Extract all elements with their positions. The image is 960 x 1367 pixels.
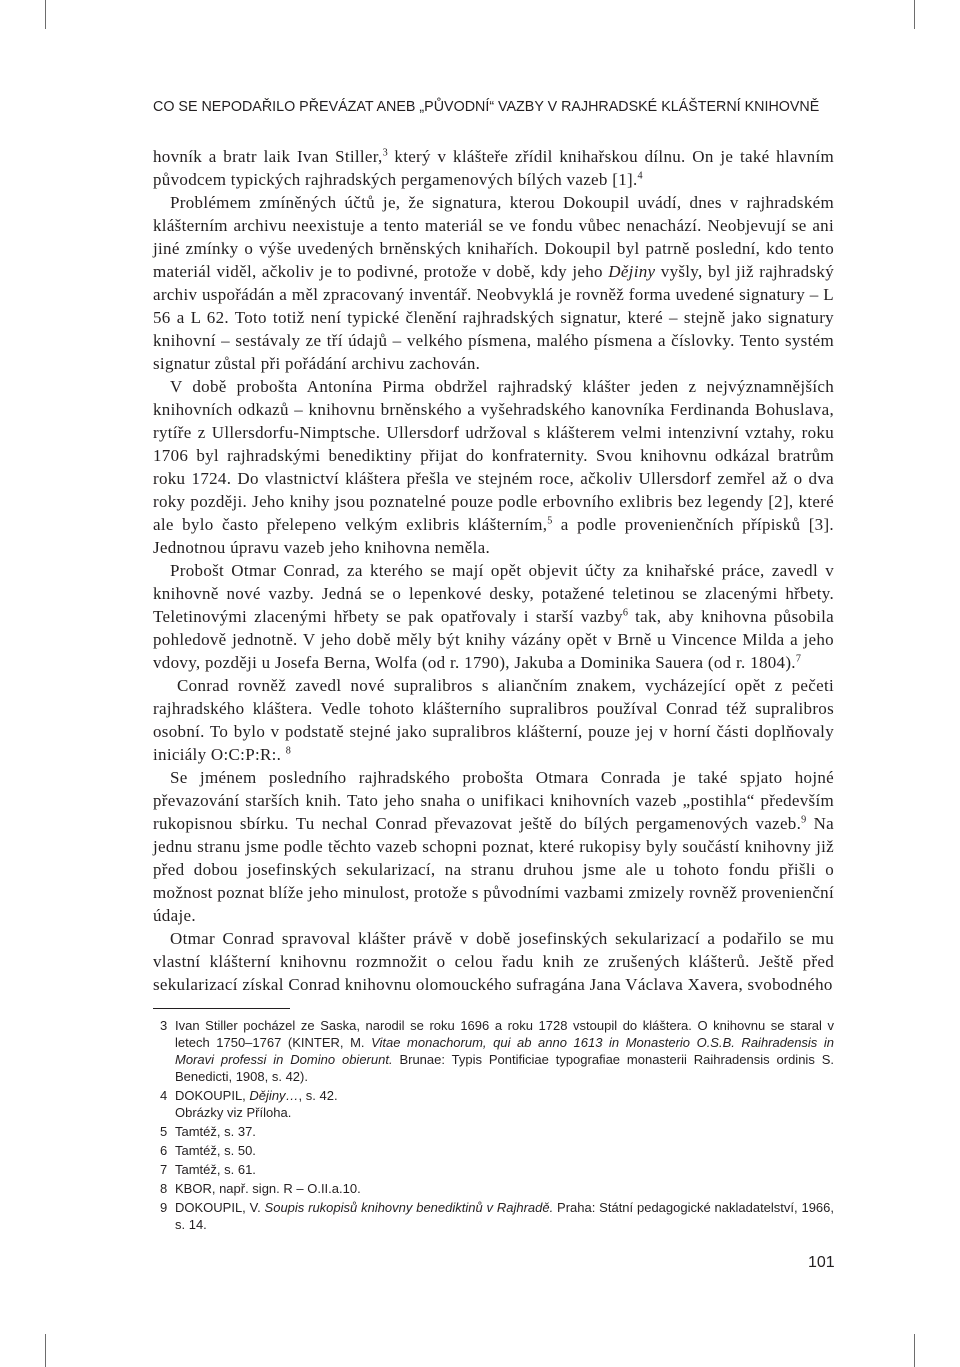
crop-mark-top-left — [45, 0, 46, 29]
footnote — [153, 1087, 834, 1121]
italic-title: Dějiny — [608, 262, 656, 281]
footnote-number: 9 — [160, 1200, 168, 1215]
text-run: Otmar Conrad spravoval klášter právě v době josefinských sekularizací a podařilo se mu vlastní klášterní knihovnu rozmnožit o celou řadu knih ze zrušených klášterů. Ještě před sekularizací získal Conrad knihovnu olomouckého sufragána Jana Václava Xavera, svobodného — [153, 929, 834, 994]
footnote-text: , s. 42. — [298, 1088, 338, 1103]
page-number: 101 — [808, 1254, 835, 1271]
footnote — [153, 1017, 834, 1085]
footnote — [153, 1180, 834, 1197]
paragraph — [153, 375, 834, 559]
footnote-number: 7 — [160, 1162, 168, 1177]
crop-mark-bottom-right — [914, 1334, 915, 1367]
footnote-text: Praha: Státní pedagogické nakladatelství, 1966, s. 14. — [175, 1200, 834, 1232]
paragraph — [153, 559, 834, 674]
footnote-text: DOKOUPIL, V. — [175, 1200, 265, 1215]
footnote-rule — [153, 1008, 290, 1009]
paragraph — [153, 927, 834, 996]
italic-title: Dějiny… — [249, 1088, 299, 1103]
footnote-ref: 7 — [795, 653, 801, 665]
footnote — [153, 1123, 834, 1140]
text-run: tak, aby knihovna působila pohledově jednotně. V jeho době měly být knihy vázány opět v Brně u Vincence Milda a jeho vdovy, později u Josefa Berna, Wolfa (od r. 1790), Jakuba a Dominika Sauera (od r. 1804). — [153, 607, 834, 672]
footnote-text-line2: Obrázky viz Příloha. — [175, 1105, 292, 1120]
text-run: hovník a bratr laik Ivan Stiller, — [153, 147, 383, 166]
footnote-number: 5 — [160, 1124, 168, 1139]
running-title: CO SE NEPODAŘILO PŘEVÁZAT ANEB „PŮVODNÍ“ VAZBY V RAJHRADSKÉ KLÁŠTERNÍ KNIHOVNĚ — [153, 99, 820, 115]
italic-title: Soupis rukopisů knihovny benediktinů v Rajhradě. — [264, 1200, 554, 1215]
footnote-text: DOKOUPIL, — [175, 1088, 250, 1103]
text-run: Conrad rovněž zavedl nové supralibros s aliančním znakem, vycházející opět z pečeti rajhradského kláštera. Vedle tohoto klášterního supralibros používal Conrad též supralibros osobní. To bylo v podstatě stejné jako supralibros klášterní, pouze jej v horní části doplňovaly iniciály O:C:P:R:. — [153, 676, 834, 764]
footnote-ref: 8 — [285, 745, 291, 757]
text-run: Problémem zmíněných účtů je, že signatura, kterou Dokoupil uvádí, dnes v rajhradském klášterním archivu neexistuje a tento materiál se ve fondu vůbec nenachází. Neobjevují se ani jiné zmínky o výše uvedených brněnských knihařích. Dokoupil byl patrně poslední, kdo tento materiál viděl, ačkoliv je to podivné, protože v době, kdy jeho — [153, 193, 834, 281]
footnote-ref: 9 — [801, 814, 807, 826]
footnote — [153, 1142, 834, 1159]
italic-title: Vitae monachorum, qui ab anno 1613 in Monasterio O.S.B. Raihradensis in Moravi professi in Domino obierunt. — [175, 1035, 834, 1067]
footnote-number: 8 — [160, 1181, 168, 1196]
footnote-ref: 6 — [622, 607, 628, 619]
text-run: a podle provenienčních přípisků [3]. Jednotnou úpravu vazeb jeho knihovna neměla. — [153, 515, 834, 557]
footnote-text: KBOR, např. sign. R – O.II.a.10. — [175, 1181, 361, 1196]
crop-mark-bottom-left — [45, 1334, 46, 1367]
footnote — [153, 1161, 834, 1178]
text-run: V době probošta Antonína Pirma obdržel rajhradský klášter jeden z nejvýznamnějších knihovních odkazů – knihovnu brněnského a vyšehradského kanovníka Ferdinanda Bohuslava, rytíře z Ullersdorfu-Nimptsche. Ullersdorf udržoval s klášterem velmi intenzivní vztahy, roku 1706 byl rajhradskými benediktiny přijat do konfraternity. Svou knihovnu odkázal bratrům roku 1724. Do vlastnictví kláštera přešla ve stejném roce, ačkoliv Ullersdorf zemřel až o dva roky později. Jeho knihy jsou poznatelné pouze podle erbovního exlibris bez legendy [2], které ale bylo často přelepeno velkým exlibris klášterním, — [153, 377, 834, 534]
footnote-text: Tamtéž, s. 61. — [175, 1162, 256, 1177]
footnote — [153, 1199, 834, 1233]
crop-mark-top-right — [914, 0, 915, 29]
text-run: Se jménem posledního rajhradského probošta Otmara Conrada je také spjato hojné převazování starších knih. Tato jeho snaha o unifikaci knihovních vazeb „postihla“ především rukopisnou sbírku. Tu nechal Conrad převazovat ještě do bílých pergamenových vazeb. — [153, 768, 834, 833]
text-run: Probošt Otmar Conrad, za kterého se mají opět objevit účty za knihařské práce, zavedl v knihovně nové vazby. Jedná se o lepenkové desky, potažené teletinou se zlacenými hřbety. Teletinovými zlacenými hřbety se pak opatřovaly i starší vazby — [153, 561, 834, 626]
paragraph — [153, 766, 834, 927]
footnote-text: Tamtéž, s. 50. — [175, 1143, 256, 1158]
paragraph — [153, 674, 834, 766]
page-content — [153, 145, 834, 1235]
text-run: který v klášteře zřídil knihařskou dílnu. On je také hlavním původcem typických rajhradských pergamenových bílých vazeb [1]. — [153, 147, 834, 189]
footnote-number: 3 — [160, 1018, 168, 1033]
paragraph — [153, 191, 834, 375]
footnote-text: Tamtéž, s. 37. — [175, 1124, 256, 1139]
footnote-number: 4 — [160, 1088, 168, 1103]
footnote-ref: 5 — [547, 515, 553, 527]
footnote-text: Ivan Stiller pocházel ze Saska, narodil se roku 1696 a roku 1728 vstoupil do kláštera. O knihovnu se staral v letech 1750–1767 (KINTER, M. — [175, 1018, 834, 1050]
footnote-ref: 4 — [637, 170, 643, 182]
footnote-text: Brunae: Typis Pontificiae typografiae monasterii Raihradensis ordinis S. Benedicti, 1908, s. 42). — [175, 1052, 834, 1084]
text-run: vyšly, byl již rajhradský archiv uspořádán a měl zpracovaný inventář. Neobvyklá je rovněž forma uvedené signatury – L 56 a L 62. Toto totiž není typické členění rajhradských signatur, které – stejně jako signatury knihovní – sestávaly ze tří údajů – velkého písmena, malého písmena a číslovky. Tento systém signatur zůstal při pořádání archivu zachován. — [153, 262, 834, 373]
paragraph — [153, 145, 834, 191]
text-run: Na jednu stranu jsme podle těchto vazeb schopni poznat, které rukopisy byly součástí knihovny již před dobou josefinských sekularizací, na stranu druhou jsme ale u tohoto fondu přišli o možnost poznat blíže jeho minulost, protože s původními vazbami zmizely rovněž provenienční údaje. — [153, 814, 834, 925]
footnotes — [153, 1008, 834, 1233]
body-text — [153, 145, 834, 996]
footnote-number: 6 — [160, 1143, 168, 1158]
footnote-ref: 3 — [382, 147, 388, 159]
